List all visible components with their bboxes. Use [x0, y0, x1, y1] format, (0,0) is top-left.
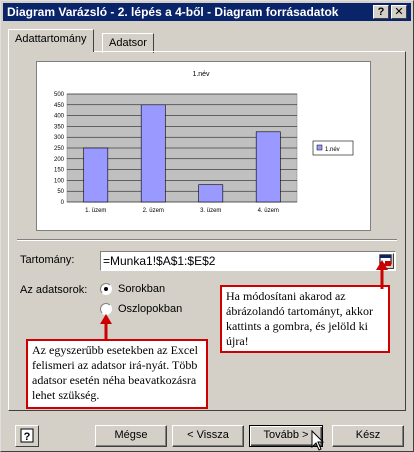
- range-input[interactable]: [100, 251, 396, 271]
- help-title-button[interactable]: [373, 5, 389, 19]
- callout-range-tip: Ha módosítani akarod az ábrázolandó tartományt, akkor kattints a gombra, és jelöld ki újra!: [220, 285, 390, 353]
- arrow-to-range-button: [375, 259, 389, 289]
- bar: [199, 185, 223, 202]
- y-tick-label: 50: [57, 189, 64, 196]
- radio-dot: [104, 287, 108, 291]
- question-icon: ?: [377, 6, 385, 18]
- chart-preview: [36, 61, 371, 231]
- window-title: Diagram Varázsló - 2. lépés a 4-ből - Diagram forrásadatok: [7, 5, 339, 19]
- callout-series-tip: Az egyszerűbb esetekben az Excel felismeri az adatsor irá-nyát. Több adatsor esetén néha beavatkozásra lehet szükség.: [26, 339, 208, 409]
- y-tick-label: 200: [53, 156, 64, 163]
- legend-swatch: [317, 145, 322, 150]
- y-tick-label: 350: [53, 124, 64, 131]
- help-icon: [16, 426, 38, 446]
- series-in-label: Az adatsorok:: [20, 284, 88, 296]
- finish-button[interactable]: Kész: [332, 425, 404, 447]
- x-tick-label: 3. üzem: [200, 208, 222, 214]
- radio-rows[interactable]: [100, 283, 112, 295]
- separator: [17, 239, 397, 241]
- y-tick-label: 150: [53, 167, 64, 174]
- y-tick-label: 400: [53, 113, 64, 120]
- title-bar: [3, 3, 411, 21]
- arrow-to-radio: [99, 313, 113, 341]
- y-tick-label: 0: [60, 200, 64, 206]
- bar: [84, 148, 108, 202]
- bar: [141, 105, 165, 202]
- tab-adattartomany[interactable]: [8, 29, 94, 52]
- y-tick-label: 300: [53, 135, 64, 142]
- range-label: Tartomány:: [20, 254, 75, 266]
- radio-columns-label[interactable]: Oszlopokban: [118, 303, 183, 315]
- x-tick-label: 1. üzem: [85, 208, 107, 214]
- mouse-cursor-icon: [311, 430, 325, 452]
- radio-rows-label[interactable]: Sorokban: [118, 283, 166, 295]
- range-value: =Munka1!$A$1:$E$2: [103, 254, 216, 268]
- chart-svg: [37, 62, 370, 230]
- x-tick-label: 2. üzem: [142, 208, 164, 214]
- tab-label: Adattartomány: [15, 33, 87, 45]
- y-tick-label: 450: [53, 102, 64, 109]
- y-tick-label: 100: [53, 178, 64, 185]
- bar: [256, 132, 280, 202]
- cancel-button[interactable]: Mégse: [95, 425, 167, 447]
- help-glyph: ?: [23, 431, 31, 443]
- tab-adatsor[interactable]: [102, 33, 154, 53]
- chart-title: 1.név: [192, 71, 210, 78]
- close-icon: ✕: [394, 6, 404, 18]
- y-tick-label: 250: [53, 146, 64, 152]
- help-button[interactable]: [15, 425, 39, 447]
- back-button[interactable]: < Vissza: [172, 425, 244, 447]
- tab-label: Adatsor: [109, 37, 147, 49]
- x-tick-label: 4. üzem: [257, 208, 279, 214]
- y-tick-label: 500: [53, 92, 64, 98]
- legend-label: 1.név: [325, 147, 340, 153]
- close-button[interactable]: [391, 5, 407, 19]
- next-button[interactable]: Tovább >: [249, 425, 323, 447]
